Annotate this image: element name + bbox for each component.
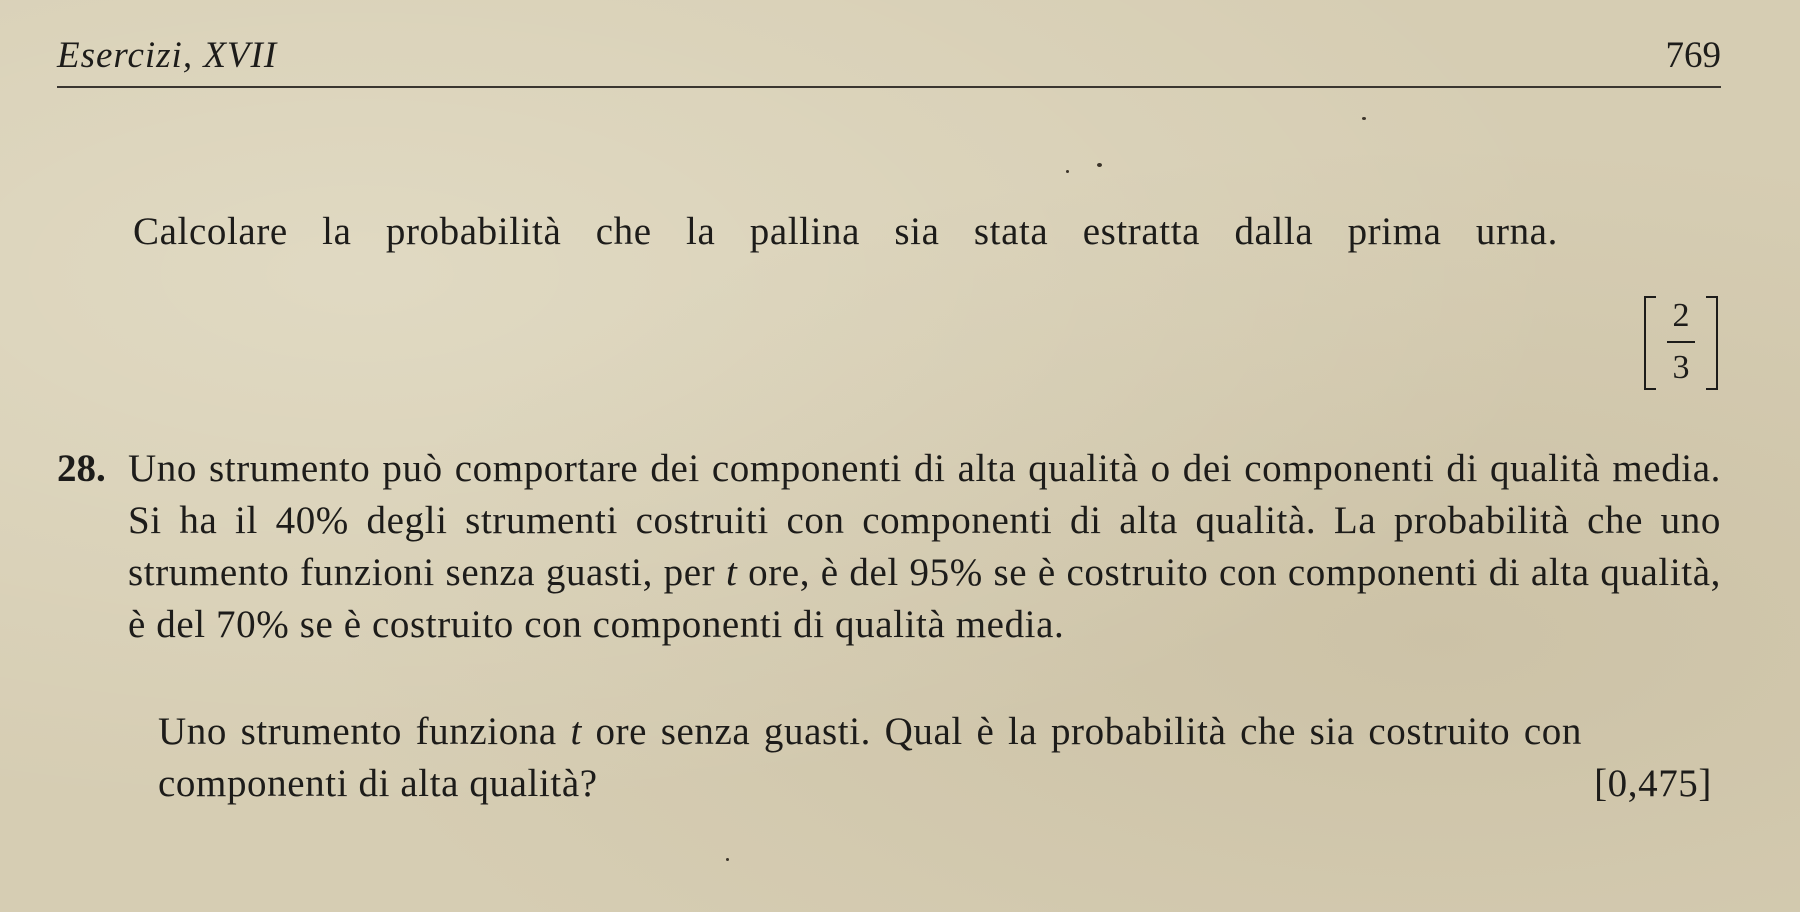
exercise-28-text-2: ore, è del 95% se è costruito con componenti di alta qualità, è del 70% se è costruito con componenti di qualità media. <box>128 551 1721 646</box>
paper-speck <box>1362 117 1366 120</box>
answer-fraction <box>1640 294 1722 390</box>
exercise-28-question <box>158 706 1582 810</box>
question-text-2: ore senza guasti. Qual è la probabilità che sia costruito con componenti di alta qualità? <box>158 710 1582 805</box>
running-head <box>57 34 1721 88</box>
right-bracket <box>1706 296 1718 390</box>
page-number: 769 <box>1665 35 1721 76</box>
fraction-bar <box>1667 341 1695 343</box>
running-title: Esercizi, XVII <box>57 35 278 76</box>
exercise-28-paragraph <box>128 443 1721 651</box>
fraction-denominator: 3 <box>1672 349 1690 386</box>
fraction-numerator: 2 <box>1672 297 1690 334</box>
exercise-28-text-1: Uno strumento può comportare dei componenti di alta qualità o dei componenti di qualità media. Si ha il 40% degli strumenti costruiti con componenti di alta qualità. La probabilità che uno strumento funzioni senza guasti, per <box>128 447 1721 594</box>
variable-t: t <box>725 551 738 594</box>
paper-speck <box>1066 170 1069 173</box>
question-variable-t: t <box>570 710 582 753</box>
paper-speck <box>1097 163 1102 167</box>
exercise-number: 28. <box>57 447 106 490</box>
exercise-28-answer: [0,475] <box>1594 762 1712 805</box>
intro-paragraph: Calcolare la probabilità che la pallina sia stata estratta dalla prima urna. <box>133 210 1558 253</box>
question-text-1: Uno strumento funziona <box>158 710 571 753</box>
paper-speck <box>726 858 729 861</box>
